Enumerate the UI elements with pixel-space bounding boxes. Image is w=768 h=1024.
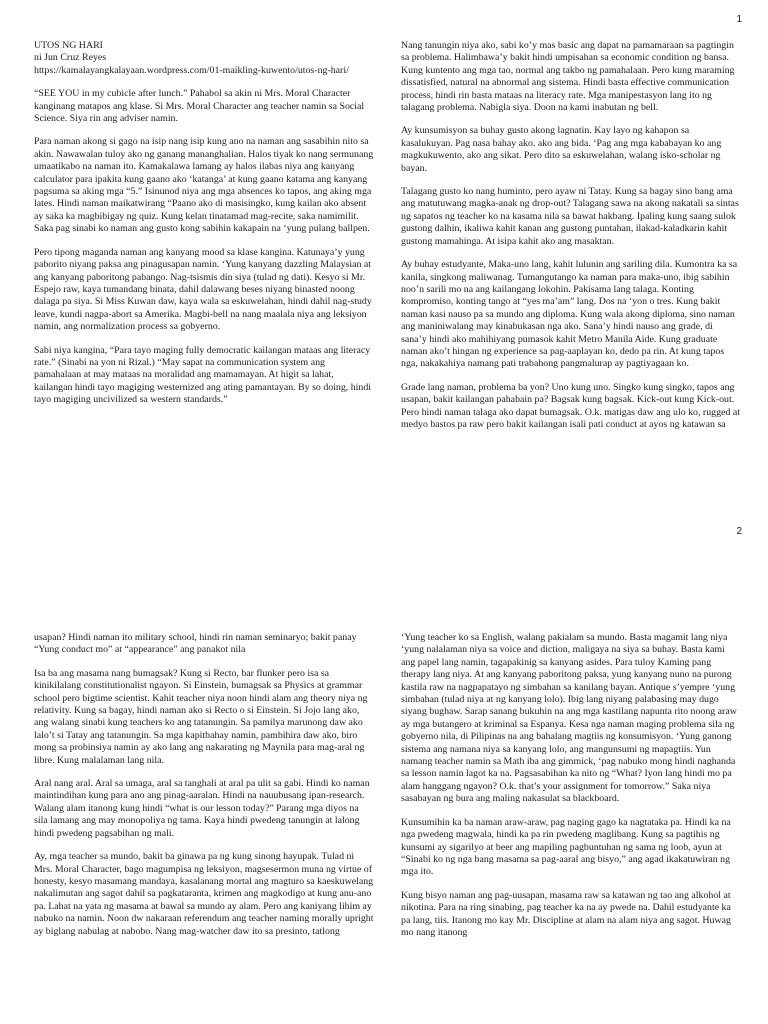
right-column	[401, 632, 741, 950]
paragraph: Ay, mga teacher sa mundo, bakit ba ginawa pa ng kung sinong hayupak. Tulad ni Mrs. Moral Character, bago magumpisa ng leksiyon, magsesermon muna ng virtue of honesty, kesyo masamang mandaya, kasalanang mortal ang magturo sa kaeskuwelang nakalimutan ang sagot dahil sa pagkataranta, krimen ang magkodigo at kung anu-ano pa. Lahat na yata ng masama at bawal sa mundo ay alam. Pero ang kaniyang lihim ay nabuko na namin. Noon dw nakaraan referendum ang teacher naming morally upright ay biglang nabulag at nabobo. Nang mag-watcher daw ito sa presinto, tatlong	[34, 851, 374, 937]
paragraph: Talagang gusto ko nang huminto, pero ayaw ni Tatay. Kung sa bagay sino bang ama ang matutuwang magka-anak ng drop-out? Talagang sawa na akong nakatali sa sintas ng sapatos ng teacher ko na kasama nila sa bawat hakbang. Ipaling kung saang sulok gustong dalhin, ikaliwa kahit kanan ang gustong puntahan, ilakad-kaladkarin kahit gustong mamahinga. At isipa kahit ako ang masaktan.	[401, 186, 739, 247]
paragraph: Aral nang aral. Aral sa umaga, aral sa tanghali at aral pa ulit sa gabi. Hindi ko naman maintindihan kung para ano ang pinag-aaralan. Hindi na nauubusang ipan-research. Walang alam itanong kung hindi “what is our lesson today?” Parang mga diyos na sila lamang ang may monopoliya ng tama. Kaya hindi pwedeng tanungin at lalong hindi pwedeng pagsabihan ng mali.	[34, 778, 370, 839]
paragraph: Para naman akong si gago na isip nang isip kung ano na naman ang sasabihin nito sa akin. Nawawalan tuloy ako ng ganang mananghalian. Halos tiyak ko nang sermunang umaatikabo na naman ito. Kamakalawa lamang ay halos ilabas niya ang kanyang calculator para ipakita kung gaano ako ‘katanga’ at kung gaano katama ang kanyang pagsuma sa aking mga “5.” Isinunod niya ang mga absences ko tapos, ang aking mga lates. Hindi naman maikatwirang “Paano ako di masisingko, kung kailan ako absent ay saka ka magbibigay ng quiz. Kung kelan tinatamad mag-recite, saka namimilit. Saka pag sinabi ko naman ang gusto kong sabihin kakapain na ‘yung pulang ballpen.	[34, 136, 374, 235]
story-author: ni Jun Cruz Reyes	[34, 52, 107, 64]
paragraph: Ay kunsumisyon sa buhay gusto akong lagnatin. Kay layo ng kahapon sa kasalukuyan. Pag nasa bahay ako. ako ang bida. ‘Pag ang mga kababayan ko ang magkukuwento, ako ang sikat. Pero dito sa eskuwelahan, walang isko-scholar ng bayan.	[401, 125, 722, 174]
paragraph: Kunsumihin ka ba naman araw-araw, pag naging gago ka nagtataka pa. Hindi ka na nga pwedeng magwala, hindi ka pa rin pwedeng maglibang. Kung sa pagtihis ng kunsumi ay sigarilyo at beer ang mapiling pagbuntuhan ng sama ng loob, ayun at “Sinabi ko ng nga bang masama sa pag-aaral ang bisyo,” ang agad ikakatuwiran ng mga ito.	[401, 816, 731, 878]
paragraph: “SEE YOU in my cubicle after lunch.” Pahabol sa akin ni Mrs. Moral Character kanginang matapos ang klase. Si Mrs. Moral Character ang teacher namin sa Social Science. Siya rin ang adviser namin.	[34, 88, 365, 125]
header-block	[34, 40, 374, 77]
story-title: UTOS NG HARI	[34, 40, 103, 51]
paragraph: Ay buhay estudyante, Maka-uno lang, kahit lulunin ang sariling dila. Kumontra ka sa kanila, singkong maliwanag. Tumangutango ka naman para maka-uno, ibig sabihin noo’n sarili mo na ang kailangang lokohin. Pakisama lang talaga. Konting kompromiso, konting tango at “yes ma’am” lang. Dos na ‘yon o tres. Kung bakit naman kasi nauso pa sa mundo ang diploma. Kung wala akong diploma, sino naman ang maniniwalang may kinabukasan nga ako. Sana’y hindi nauso ang grade, di sana’y hindi ako mahihiyang pumasok kahit Metro Manila Aide. Kung graduate naman ako’t hingan ng experience sa pag-aaplayan ko, dedo pa rin. At kung tapos nga, nakakahiya namang pati trabahong pangmalurap ay pagtiyagaan ko.	[401, 259, 738, 370]
source-url: https://kamalayangkalayaan.wordpress.com/01-maikling-kuwento/utos-ng-hari/	[34, 64, 349, 76]
right-column	[401, 40, 741, 442]
left-column	[34, 632, 374, 949]
paragraph: Pero tipong maganda naman ang kanyang mood sa klase kangina. Katunaya’y yung paborito niyang paksa ang pinagusapan namin. ‘Yung kanyang dazzling Malaysian at ang kanyang paboritong pabango. Nag-tsismis din siya (tulad ng dati). Kesyo si Mr. Espejo raw, kaya tumandang binata, dahil dalawang beses niyang binasted noong dalaga pa siya. Si Miss Kuwan daw, kaya wala sa eskuwelahan, hindi dahil nag-study leave, kundi nagpa-abort sa Amerika. Magbi-bell na nang maalala niya ang leksiyon namin, ang normalization process sa gobyerno.	[34, 246, 372, 333]
paragraph: Isa ba ang masama nang bumagsak? Kung si Recto, bar flunker pero isa sa kinikilalang constitutionalist ngayon. Si Einstein, bumagsak sa Physics at grammar school pero bigtime scientist. Kahit teacher niya noon hindi alam ang theory niya ng relativity. Kung sa bagay, hindi naman ako si Recto o si Einstein. Si Jojo lang ako, ang walang sinabi kung teachers ko ang tatanungin. Sa pamilya marunong daw ako lalo’t si Tatay ang tatanungin. Sa mga kapitbahay namin, pambihira daw ako, biro mong sa probinsiya namin ay ako lang ang nakarating ng Maynila para mag-aral ng libre. Kung malalaman lang nila.	[34, 667, 368, 766]
paragraph: Grade lang naman, problema ba yon? Uno kung uno. Singko kung singko, tapos ang usapan, bakit kailangan pahabain pa? Bagsak kung bagsak. Kick-out kung Kick-out. Pero hindi naman talaga ako dapat bumagsak. O.k. matigas daw ang ulo ko, rugged at medyo bastos pa raw pero bakit kailangan isali pati conduct at ayos ng katawan sa	[401, 381, 740, 430]
paragraph: Sabi niya kangina, “Para tayo maging fully democratic kailangan mataas ang literacy rate.” (Sinabi na yon ni Rizal.) “May sapat na communication system ang pamahalaan at may mataas na moralidad ang mamamayan. At higit sa lahat, kailangan hindi tayo magiging westernized ang ating pamantayan. By so doing, hindi tayo magiging uncivilized sa western standards.”	[34, 344, 372, 406]
paragraph: ‘Yung teacher ko sa English, walang pakialam sa mundo. Basta magamit lang niya ‘yung nalalaman niya sa voice and diction, maligaya na siya sa buhay. Basta kami ang papel lang namin, tagapakinig sa kanyang asides. Para tuloy Kaming pang therapy lang niya. At ang kanyang paboritong paksa, yung kanyang nuno na purong kastila raw na nagpapatayo ng simbahan sa kanilang bayan. Antique s’yempre ‘yung simbahan (tulad niya at ng kanyang lolo). Ibig lang niyang palabasing may dugo siyang bughaw. Sarap sanang bukuhin na ang mga kastilang napunta rito noong araw ay mga butangero at kriminal sa Espanya. Kesa nga naman maging problema sila ng gobyerno nila, di Pilipinas na ang bahalang magtiis ng konsumisyon. ‘Yung ganong sistema ang namana niya sa kanyang lolo, ang mangunsumi ng mapagtiis. Yun namang teacher namin sa Math iba ang gimmick, ‘pag nabuko mong hindi naghanda sa lesson namin lagot ka na. Pagsasabihan ka nito ng “What? Iyon lang hindi mo pa alam hanggang ngayon? O.k. that’s your assignment for tomorrow.” Saka niya sasabayan ng bura ang maling nakasulat sa blackboard.	[401, 632, 737, 805]
page-number: 1	[736, 14, 742, 25]
paragraph: Kung bisyo naman ang pag-uusapan, masama raw sa katawan ng tao ang alkohol at nikotina. Para na ring sinabing, pag teacher ka na ay pwede na. Dahil estudyante ka pa lang, tiis. Itanong mo kay Mr. Discipline at alam na alam niya ang sagot. Huwag mo nang itanong	[401, 889, 731, 938]
document-page-2	[0, 512, 768, 1024]
page-number: 2	[736, 526, 742, 537]
left-column	[34, 40, 374, 418]
paragraph: Nang tanungin niya ako, sabi ko’y mas basic ang dapat na pamamaraan sa pagtingin sa problema. Halimbawa’y bakit hindi umpisahan sa economic condition ng bansa. Kung kuntento ang mga tao, normal ang takbo ng pamahalaan. Pero kung maraming dissatisfied, natural na abnormal ang sistema. Hindi basta effective communication process, hindi rin basta mataas na literacy rate. Mga manipestasyon lang ito ng talagang problema. Nabigla siya. Doon na kami inabutan ng bell.	[401, 40, 735, 114]
paragraph: usapan? Hindi naman ito military school, hindi rin naman seminaryo; bakit panay “Yung conduct mo” at “appearance” ang panakot nila	[34, 632, 357, 656]
